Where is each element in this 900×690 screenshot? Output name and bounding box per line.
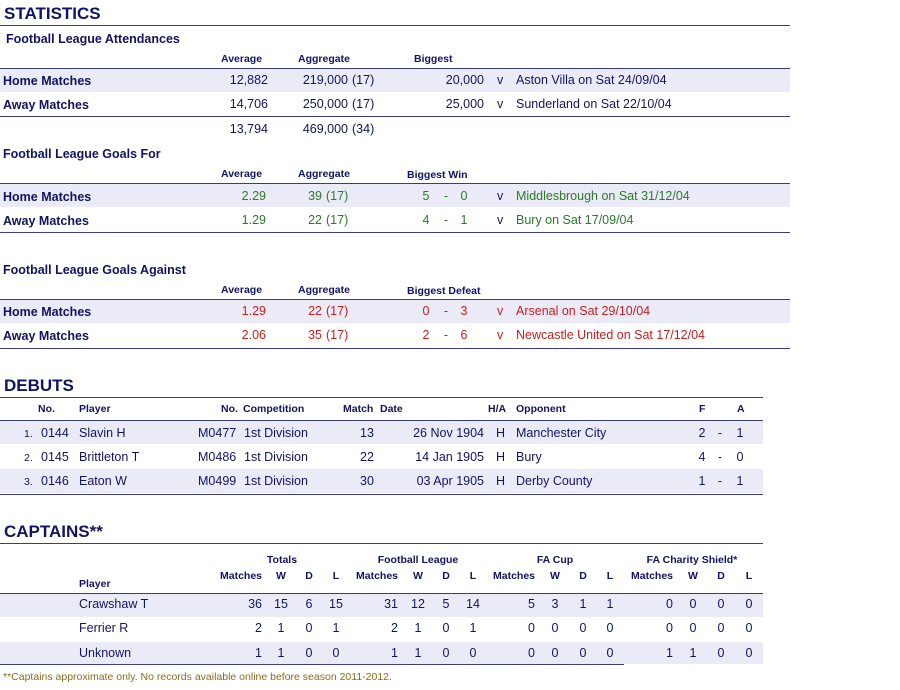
row-label: Home Matches [3,305,92,319]
total-aggregate: 469,000 [302,122,348,136]
score-for: 5 [422,189,430,203]
stat-matches: 5 [528,597,535,611]
captain-name: Ferrier R [79,621,129,635]
match-no: M0486 [198,450,237,464]
divider [0,617,763,618]
aggregate-value: 39 [308,189,322,203]
match-date: 26 Nov 1904 [413,426,484,440]
col-matches: Matches [630,570,673,582]
player-no: 0145 [41,450,69,464]
biggest-value: 25,000 [445,97,484,111]
biggest-detail: Sunderland on Sat 22/10/04 [516,97,672,111]
col-match: Match [343,403,374,415]
stat-matches: 36 [248,597,262,611]
captain-name: Unknown [79,646,132,660]
competition: 1st Division [244,426,308,440]
row-index: 1. [24,428,33,440]
goals-against-title: Football League Goals Against [3,263,186,277]
goals-against: 1 [736,474,744,488]
col-l: L [745,570,753,582]
score-dash: - [443,213,449,227]
competition: 1st Division [244,474,308,488]
match-no: M0477 [198,426,237,440]
goals-for-title: Football League Goals For [3,147,161,161]
stat-d: 0 [442,621,450,635]
player-no: 0146 [41,474,69,488]
match-number: 13 [360,426,374,440]
versus: v [497,189,504,203]
stat-d: 0 [579,646,587,660]
goals-against: 1 [736,426,744,440]
stat-l: 15 [329,597,343,611]
row-index: 3. [24,476,33,488]
match-no: M0499 [198,474,237,488]
goals-for: 1 [698,474,706,488]
aggregate-value: 35 [308,328,322,342]
stat-matches: 1 [391,646,398,660]
opponent: Bury [516,450,542,464]
stat-d: 1 [579,597,587,611]
col-w: W [413,570,423,582]
stat-d: 0 [442,646,450,660]
stat-matches: 2 [391,621,398,635]
row-label: Away Matches [3,214,89,228]
col-no: No. [38,403,55,415]
stat-matches: 0 [666,621,673,635]
player-name: Eaton W [79,474,127,488]
aggregate-games: (17) [326,189,349,203]
player-name: Brittleton T [79,450,140,464]
average-value: 1.29 [241,213,266,227]
biggest-detail: Arsenal on Sat 29/10/04 [516,304,651,318]
col-biggest: Biggest [414,53,453,65]
score-dash: - [443,304,449,318]
average-value: 2.06 [241,328,266,342]
versus: v [497,304,504,318]
score-for: 0 [422,304,430,318]
stat-w: 1 [689,646,697,660]
versus: v [497,328,504,342]
score-dash: - [443,189,449,203]
average-value: 12,882 [229,73,268,87]
player-name: Slavin H [79,426,126,440]
match-date: 03 Apr 1905 [416,474,484,488]
stat-l: 0 [745,646,753,660]
competition: 1st Division [244,450,308,464]
stat-l: 0 [606,646,614,660]
col-biggest-defeat: Biggest Defeat [407,285,481,297]
stat-w: 3 [551,597,559,611]
aggregate-value: 22 [308,304,322,318]
group-charity-shield: FA Charity Shield* [646,554,738,566]
captains-footnote: **Captains approximate only. No records available online before season 2011-2012. [3,671,392,683]
col-w: W [550,570,560,582]
stat-l: 0 [332,646,340,660]
stat-d: 5 [442,597,450,611]
col-matches: Matches [219,570,262,582]
stat-d: 0 [717,597,725,611]
stat-matches: 0 [666,597,673,611]
total-games: (34) [352,122,375,136]
col-f: F [699,403,706,415]
stat-matches: 2 [255,621,262,635]
col-player: Player [79,403,111,415]
opponent: Manchester City [516,426,607,440]
col-d: D [442,570,450,582]
stat-l: 0 [745,597,753,611]
biggest-detail: Newcastle United on Sat 17/12/04 [516,328,706,342]
col-matches: Matches [492,570,535,582]
row-band [0,69,790,92]
average-value: 1.29 [241,304,266,318]
average-value: 2.29 [241,189,266,203]
row-label: Away Matches [3,329,89,343]
home-away: H [496,474,506,488]
stat-l: 1 [332,621,340,635]
divider [0,348,790,349]
stat-l: 1 [606,597,614,611]
match-number: 22 [360,450,374,464]
versus: v [497,97,504,111]
divider [0,25,790,26]
match-number: 30 [360,474,374,488]
attendances-title: Football League Attendances [6,32,180,46]
aggregate-games: (17) [326,304,349,318]
divider [0,397,763,398]
group-fa-cup: FA Cup [536,554,574,566]
row-band [0,300,790,323]
col-aggregate: Aggregate [298,168,350,180]
row-index: 2. [24,452,33,464]
col-d: D [305,570,313,582]
versus: v [497,73,504,87]
score-dash: - [443,328,449,342]
biggest-detail: Middlesbrough on Sat 31/12/04 [516,189,690,203]
captains-title: CAPTAINS** [4,522,103,541]
statistics-title: STATISTICS [4,4,101,23]
row-label: Home Matches [3,74,92,88]
col-opponent: Opponent [516,403,566,415]
stat-w: 15 [274,597,288,611]
col-ha: H/A [488,403,507,415]
score-against: 0 [460,189,468,203]
col-aggregate: Aggregate [298,53,350,65]
col-d: D [717,570,725,582]
aggregate-games: (17) [352,97,375,111]
goals-against: 0 [736,450,744,464]
stat-w: 12 [411,597,425,611]
stat-w: 1 [414,646,422,660]
stat-w: 1 [277,621,285,635]
group-totals: Totals [266,554,298,566]
captain-name: Crawshaw T [79,597,149,611]
col-w: W [276,570,286,582]
biggest-detail: Bury on Sat 17/09/04 [516,213,634,227]
score-against: 6 [460,328,468,342]
col-a: A [737,403,745,415]
average-value: 14,706 [229,97,268,111]
aggregate-value: 22 [308,213,322,227]
col-average: Average [221,284,263,296]
stat-w: 0 [689,621,697,635]
stat-d: 0 [305,621,313,635]
stat-w: 1 [277,646,285,660]
goals-for: 2 [698,426,706,440]
biggest-detail: Aston Villa on Sat 24/09/04 [516,73,667,87]
score-for: 2 [422,328,430,342]
col-player: Player [79,578,111,590]
score-against: 3 [460,304,468,318]
col-aggregate: Aggregate [298,284,350,296]
col-d: D [579,570,587,582]
aggregate-value: 250,000 [302,97,348,111]
stat-l: 1 [469,621,477,635]
col-competition: Competition [243,403,305,415]
divider [0,543,763,544]
aggregate-games: (17) [326,213,349,227]
biggest-value: 20,000 [445,73,484,87]
stat-d: 0 [717,646,725,660]
stat-w: 0 [551,646,559,660]
aggregate-games: (17) [326,328,349,342]
col-l: L [606,570,614,582]
stat-l: 0 [469,646,477,660]
col-match-no: No. [221,403,238,415]
score-against: 1 [460,213,468,227]
stat-w: 0 [551,621,559,635]
score-dash: - [717,450,723,464]
stat-l: 14 [466,597,480,611]
col-average: Average [221,53,263,65]
row-label: Home Matches [3,190,92,204]
divider [0,494,763,495]
stat-l: 0 [745,621,753,635]
col-date: Date [380,403,403,415]
col-w: W [688,570,698,582]
debuts-title: DEBUTS [4,376,74,395]
home-away: H [496,426,506,440]
player-no: 0144 [41,426,69,440]
row-label: Away Matches [3,98,89,112]
stat-d: 0 [305,646,313,660]
stat-matches: 0 [528,646,535,660]
stat-d: 0 [717,621,725,635]
divider [0,232,790,233]
col-biggest-win: Biggest Win [407,169,468,181]
divider [0,116,790,117]
versus: v [497,213,504,227]
col-average: Average [221,168,263,180]
stat-matches: 1 [255,646,262,660]
stat-d: 6 [305,597,313,611]
home-away: H [496,450,506,464]
score-dash: - [717,426,723,440]
stat-w: 1 [414,621,422,635]
stat-matches: 0 [528,621,535,635]
stat-matches: 31 [384,597,398,611]
stat-w: 0 [689,597,697,611]
stat-d: 0 [579,621,587,635]
col-matches: Matches [355,570,398,582]
stat-matches: 1 [666,646,673,660]
aggregate-value: 219,000 [302,73,348,87]
score-for: 4 [422,213,430,227]
goals-for: 4 [698,450,706,464]
col-l: L [332,570,340,582]
group-league: Football League [377,554,459,566]
divider [0,664,624,665]
opponent: Derby County [516,474,593,488]
stat-l: 0 [606,621,614,635]
total-average: 13,794 [229,122,268,136]
col-l: L [469,570,477,582]
score-dash: - [717,474,723,488]
match-date: 14 Jan 1905 [415,450,484,464]
aggregate-games: (17) [352,73,375,87]
